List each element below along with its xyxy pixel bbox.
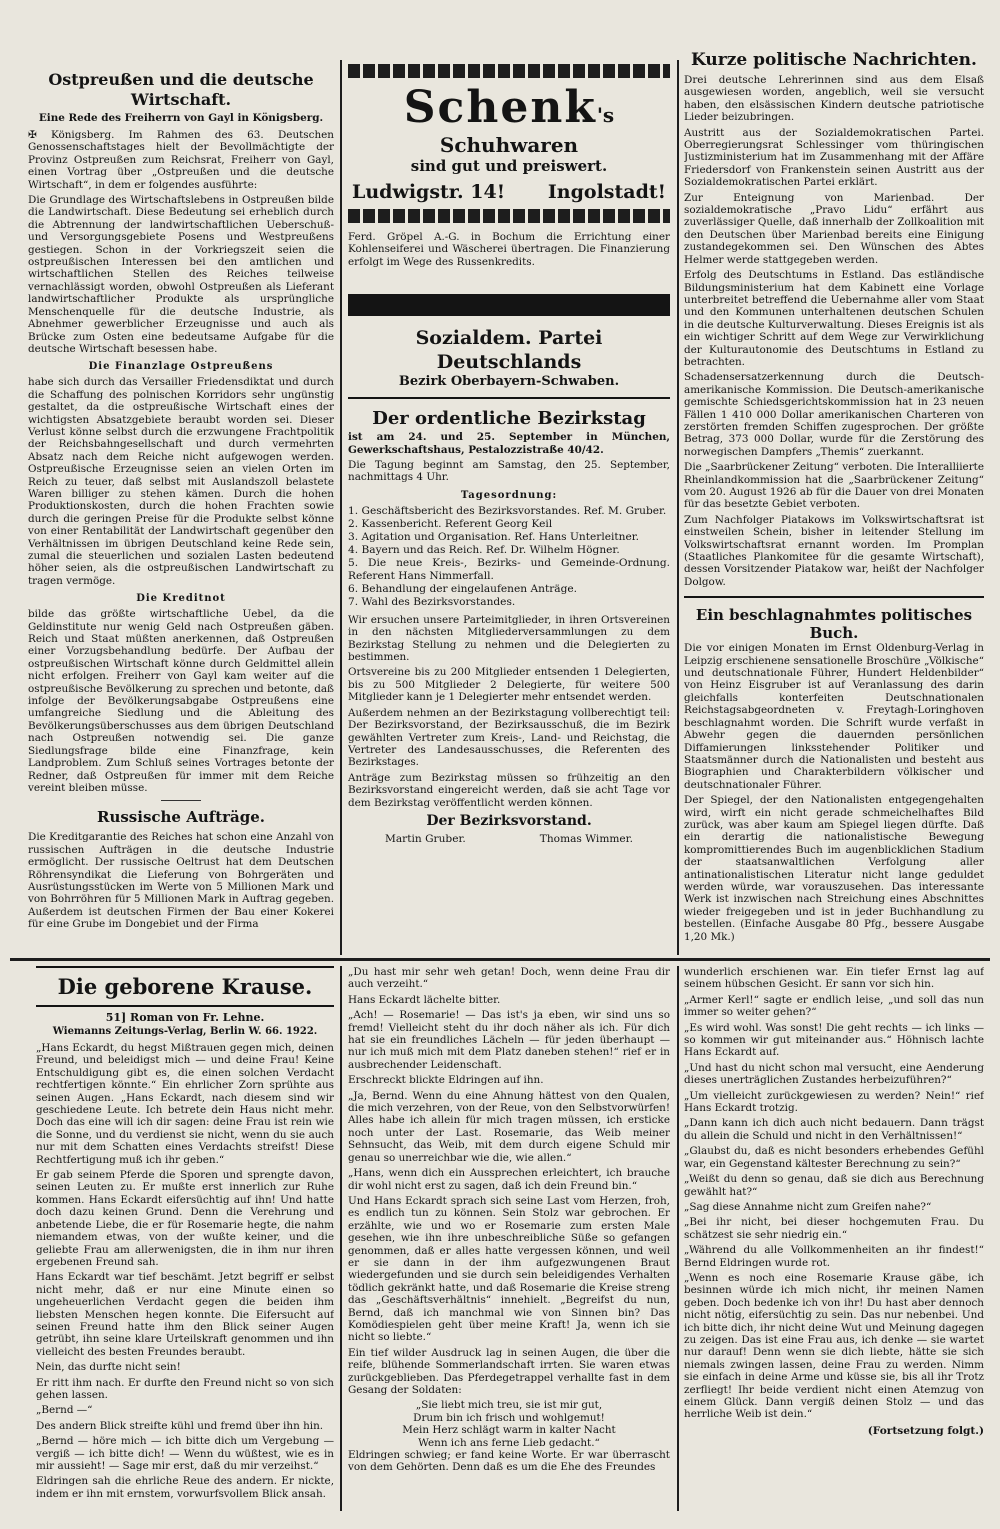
news-item: Erfolg des Deutschtums in Estland. Das estländische Bildungsministerium hat dem Kabinett eine Vorlage unterbreitet betreffend die Uebernahme aller vom Staat und den Kommunen unterhaltenen deutschen Schulen in die deutsche Kulturverwaltung. Dieses Ereignis ist als ein wichtiger Schritt auf dem Wege zur Verwirklichung der Kulturautonomie des Deutschtums in Estland zu betrachten. xyxy=(684,269,984,368)
verse-line: „Sie liebt mich treu, sie ist mir gut, xyxy=(415,1399,603,1412)
novel-title: Die geborene Krause. xyxy=(36,966,334,1007)
agenda-item: 4. Bayern und das Reich. Ref. Dr. Wilhelm Högner. xyxy=(348,543,620,556)
event-title: Der ordentliche Bezirkstag xyxy=(372,408,646,430)
column-rule xyxy=(677,966,679,1511)
agenda-item: 5. Die neue Kreis-, Bezirks- und Gemeinde-Ordnung. Referent Hans Nimmerfall. xyxy=(348,556,670,582)
article-subtitle: Eine Rede des Freiherrn von Gayl in Königsberg. xyxy=(38,112,324,124)
paragraph: Hans Eckardt lächelte bitter. xyxy=(348,993,501,1006)
agenda-item: 2. Kassenbericht. Referent Georg Keil xyxy=(348,517,553,530)
paragraph: „Wenn es noch eine Rosemarie Krause gäbe, ich besinnen würde ich mich nicht, ihr meinen Namen geben. Doch bedenke ich von ihr! Du hast aber dennoch nicht nötig, eifersüchtig zu sein. Das nur nebenbei. Und ich bitte dich, ihr nicht deine Wut und Meinung dagegen zu zeigen. Das ist eine Frau aus, ich denke — sie wartet nur darauf! Denn wenn sie dich liebte, hätte sie sich niemals zwingen lassen, deine Frau zu werden. Nimm sie einfach in deine Arme und küsse sie, bis all ihr Trotz zerfliegt! Ihr beide verdient nicht einen Atemzug von einem Glück. Dann vergiß deinen Stolz — und das herrliche Weib ist dein.“ xyxy=(684,1271,984,1421)
column-rule xyxy=(340,966,342,1511)
ad-tagline: sind gut und preiswert. xyxy=(410,157,608,175)
paragraph: Anträge zum Bezirkstag müssen so frühzeitig an den Bezirksvorstand eingereicht werden, daß sie acht Tage vor dem Bezirkstag veröffentlicht werden können. xyxy=(348,771,670,809)
paragraph: wunderlich erschienen war. Ein tiefer Ernst lag auf seinem hübschen Gesicht. Er sann vor sich hin. xyxy=(684,966,984,991)
ad-street: Ludwigstr. 14! xyxy=(352,181,506,203)
column-middle xyxy=(348,60,670,955)
verse-line: Mein Herz schlägt warm in kalter Nacht xyxy=(402,1424,616,1437)
column-left xyxy=(28,70,334,950)
divider xyxy=(684,596,984,598)
paragraph: Er ritt ihm nach. Er durfte den Freund nicht so von sich gehen lassen. xyxy=(36,1376,334,1401)
paragraph: „Weißt du denn so genau, daß sie dich aus Berechnung gewählt hat?“ xyxy=(684,1173,984,1198)
paragraph: „Dann kann ich dich auch nicht bedauern. Dann trägst du allein die Schuld und nicht in den Verhältnissen!“ xyxy=(684,1117,984,1142)
paragraph: Der Spiegel, der den Nationalisten entgegengehalten wird, wirft ein nicht gerade schmeichelhaftes Bild zurück, was aber kaum am Spiegel liegen dürfte. Daß ein derartig die nationalistische Bewegung kompromittierendes Buch im augenblicklichen Stadium der staatsanwaltlichen Verfolgung aller antinationalistischen Literatur nicht lange geduldet werden würde, war vorauszusehen. Das interessante Werk ist inzwischen nach Streichung eines Abschnittes wieder freigegeben und ist in jeder Buchhandlung zu bestellen. (Einfache Ausgabe 80 Pfg., bessere Ausgabe 1,20 Mk.) xyxy=(684,794,984,943)
divider xyxy=(161,800,201,801)
paragraph: „Um vielleicht zurückgewiesen zu werden? Nein!“ rief Hans Eckardt trotzig. xyxy=(684,1089,984,1115)
agenda-list xyxy=(348,505,670,609)
signatures xyxy=(348,833,670,845)
novel-copyright: Wiemanns Zeitungs-Verlag, Berlin W. 66. 1922. xyxy=(52,1026,318,1037)
paragraph: Ferd. Gröpel A.-G. in Bochum die Errichtung einer Kohlenseiferei und Wäscherei übertragen. Die Finanzierung erfolgt im Wege des Russenkredits. xyxy=(348,231,670,268)
paragraph: „Armer Kerl!“ sagte er endlich leise, „und soll das nun immer so weiter gehen?“ xyxy=(684,993,984,1019)
paragraph: ✠ Königsberg. Im Rahmen des 63. Deutschen Genossenschaftstages hielt der Bevollmächtigte der Provinz Ostpreußen zum Reichsrat, Freiherr von Gayl, einen Vortrag über „Ostpreußen und die deutsche Wirtschaft“, in dem er folgendes ausführte: xyxy=(28,129,334,191)
novel-column-1 xyxy=(36,966,334,1511)
paragraph: ist am 24. und 25. September in München, Gewerkschaftshaus, Pestalozzistraße 40/42. xyxy=(348,431,670,456)
ad-suffix: 's Schuhwaren xyxy=(439,103,615,157)
party-name: Sozialdem. Partei Deutschlands xyxy=(415,327,603,374)
novel-column-2 xyxy=(348,966,670,1511)
ad-address xyxy=(352,181,666,203)
paragraph: Ortsvereine bis zu 200 Mitglieder entsenden 1 Delegierten, bis zu 500 Mitglieder 2 Delegierte, für weitere 500 Mitglieder kann je 1 Delegierter mehr entsendet werden. xyxy=(348,666,670,704)
signature: Martin Gruber. xyxy=(385,832,466,845)
paragraph: „Bernd — höre mich — ich bitte dich um Vergebung — vergiß — ich bitte dich! — Wenn du wüßtest, wie es in mir aussieht! — Sage mir erst, daß du mir verzeihst.“ xyxy=(36,1435,334,1472)
section-rule xyxy=(10,958,990,961)
paragraph: „Während du alle Vollkommenheiten an ihr findest!“ Bernd Eldringen wurde rot. xyxy=(684,1244,984,1269)
column-rule xyxy=(677,60,679,955)
paragraph: Eldringen schwieg; er fand keine Worte. Er war überrascht von dem Gehörten. Denn daß es um die Ehe des Freundes xyxy=(348,1449,670,1474)
paragraph: Die Kreditgarantie des Reiches hat schon eine Anzahl von russischen Aufträgen in die deutsche Industrie ermöglicht. Der russische Oeltrust hat dem Deutschen Röhrensyndikat die Lieferung von Bohrgeräten und Ausrüstungsstücken im Werte von 5 Millionen Mark und von Bohrröhren für 5 Millionen Mark in Auftrag gegeben. Außerdem ist deutschen Firmen der Bau einer Kokerei für eine Grube im Dongebiet und der Firma xyxy=(28,831,334,931)
column-right xyxy=(684,50,984,955)
paragraph: Nein, das durfte nicht sein! xyxy=(36,1361,181,1374)
continuation-note: (Fortsetzung folgt.) xyxy=(867,1424,984,1437)
paragraph: Die Grundlage des Wirtschaftslebens in Ostpreußen bilde die Landwirtschaft. Diese Bedeutung sei erheblich durch die Abtrennung der landwirtschaftlichen Ueberschuß- und Versorgungsgebiete Posens und Westpreußens gestiegen. Schon in der Vorkriegszeit seien die ostpreußischen Interessen bei den amtlichen und wirtschaftlichen Stellen des Reiches teilweise vernachlässigt worden, obwohl Ostpreußen als Lieferant landwirtschaftlicher Produkte als ursprüngliche Menschenquelle für die deutsche Industrie, als Abnehmer gewerblicher Erzeugnisse und auch als Brücke zum Osten eine bedeutsame Aufgabe für die deutsche Wirtschaft besessen habe. xyxy=(28,194,334,355)
party-district: Bezirk Oberbayern-Schwaben. xyxy=(398,374,620,390)
verse-line: Drum bin ich frisch und wohlgemut! xyxy=(413,1411,605,1424)
paragraph: „Hans, wenn dich ein Aussprechen erleichtert, ich brauche dir wohl nicht erst zu sagen, daß ich dein Freund bin.“ xyxy=(348,1167,670,1192)
news-title: Kurze politische Nachrichten. xyxy=(691,50,977,70)
novel-column-3 xyxy=(684,966,984,1511)
agenda-item: 1. Geschäftsbericht des Bezirksvorstandes. Ref. M. Gruber. xyxy=(348,504,667,517)
paragraph: habe sich durch das Versailler Friedensdiktat und durch die Schaffung des polnischen Korridors sehr ungünstig gestaltet, da die ostpreußische Wirtschaft eines der wichtigsten Absatzgebiete beraubt worden sei. Dieser Verlust könne selbst durch die erzwungene Frachtpolitik der Reichsbahngesellschaft und durch vermehrten Absatz nach dem Reiche nicht aufgewogen werden. Ostpreußische Erzeugnisse seien an vielen Orten im Reich zu teuer, daß selbst mit Auslandszoll belastete Waren billiger zu stehen kämen. Durch die hohen Produktionskosten, durch die hohen Frachten sowie durch die geringen Preise für die Produkte selbst könne von einer Rentabilität der Landwirtschaft gegenüber den Verhältnissen im übrigen Deutschland keine Rede sein, zumal die steuerlichen und sozialen Lasten bedeutend höher seien, als die ostpreußischen Landwirtschaft zu tragen vermöge. xyxy=(28,376,334,587)
book-title: Ein beschlagnahmtes politisches Buch. xyxy=(695,606,973,643)
paragraph: Außerdem nehmen an der Bezirkstagung vollberechtigt teil: Der Bezirksvorstand, der Bezirksausschuß, die im Bezirk gewählten Vertreter zum Kreis-, Land- und Reichstag, die Vertreter des Landesausschusses, die Referenten des Bezirkstages. xyxy=(348,706,670,769)
signature: Thomas Wimmer. xyxy=(539,832,633,845)
news-item: Drei deutsche Lehrerinnen sind aus dem Elsaß ausgewiesen worden, angeblich, weil sie versucht haben, den elsässischen Kindern deutsche patriotische Lieder beizubringen. xyxy=(684,74,984,124)
news-item: Austritt aus der Sozialdemokratischen Partei. Oberregierungsrat Schlessinger vom thüringischen Justizministerium hat im Zusammenhang mit der Affäre Friedersdorf von Frankenstein seinen Austritt aus der Sozialdemokratischen Partei erklärt. xyxy=(684,126,984,189)
column-rule xyxy=(340,60,342,955)
paragraph: Des andern Blick streifte kühl und fremd über ihn hin. xyxy=(36,1419,324,1432)
paragraph: Ein tief wilder Ausdruck lag in seinen Augen, die über die reife, blühende Sommerlandschaft irrten. Sie waren etwas zurückgeblieben. Das Pferdegetrappel verhallte fast in dem Gesang der Soldaten: xyxy=(348,1346,670,1396)
news-item: Die „Saarbrückener Zeitung“ verboten. Die Interalliierte Rheinlandkommission hat die „Saarbrückener Zeitung“ vom 20. August 1926 ab für die Dauer von drei Monaten für das besetzte Gebiet verboten. xyxy=(684,461,984,511)
paragraph: „Bei ihr nicht, bei dieser hochgemuten Frau. Du schätzest sie sehr niedrig ein.“ xyxy=(684,1216,984,1241)
agenda-item: 3. Agitation und Organisation. Ref. Hans Unterleitner. xyxy=(348,530,639,543)
paragraph: „Glaubst du, daß es nicht besonders erhebendes Gefühl war, ein Gegenstand kältester Berechnung zu sein?“ xyxy=(684,1145,984,1170)
article-title-ostpreussen: Ostpreußen und die deutsche Wirtschaft. xyxy=(48,70,314,109)
paragraph: „Hans Eckardt, du hegst Mißtrauen gegen mich, deinen Freund, und beleidigst mich — und deine Frau! Keine Entschuldigung gibt es, die einen solchen Verdacht rechtfertigen könnte.“ Ein ehrlicher Zorn sprühte aus seinen Augen. „Hans Eckardt, nach diesem sind wir geschiedene Leute. Ich betrete dein Haus nicht mehr. Doch das eine will ich dir sagen: deine Frau ist rein wie die Sonne, und du verdienst sie nicht, wenn du sie auch nur mit dem Schatten eines Verdachts streifst! Diese Rechtfertigung muß ich ihr geben.“ xyxy=(36,1042,334,1166)
ad-schenk xyxy=(348,82,670,157)
paragraph: „Es wird wohl. Was sonst! Die geht rechts — ich links — so kommen wir gut miteinander aus.“ Höhnisch lachte Hans Eckardt auf. xyxy=(684,1021,984,1059)
section-heading: Die Finanzlage Ostpreußens xyxy=(88,361,274,373)
agenda-heading: Tagesordnung: xyxy=(460,489,558,501)
paragraph: „Bernd —“ xyxy=(36,1404,93,1417)
section-heading: Die Kreditnot xyxy=(136,593,226,605)
song-verse xyxy=(348,1399,670,1449)
ad-border-bottom xyxy=(348,209,670,223)
paragraph: Hans Eckardt war tief beschämt. Jetzt begriff er selbst nicht mehr, daß er nur eine Minute einen so ungeheuerlichen Verdacht gegen die beiden ihm liebsten Menschen hegen konnte. Die Eifersucht auf seinen Freund hatte ihm den Blick seiner Augen getrübt, ihn seine klare Urteilskraft genommen und ihn vielleicht des besten Freundes beraubt. xyxy=(36,1271,334,1358)
paragraph: „Sag diese Annahme nicht zum Greifen nahe?“ xyxy=(684,1200,932,1213)
paragraph: Und Hans Eckardt sprach sich seine Last vom Herzen, froh, es endlich tun zu können. Sein Stolz war gebrochen. Er erzählte, wie und wo er Rosemarie zum ersten Male gesehen, wie ihn ihre unbeschreibliche Süße so gefangen genommen, daß er alles hatte vergessen können, und weil er sie dann in der ihm aufgezwungenen Braut wiedergefunden und sie durch sein beleidigendes Verhalten tödlich gekränkt hatte, und daß Rosemarie die Kreise streng das „Geschäftsverhältnis“ innehielt. „Begreifst du nun, Bernd, daß ich manchmal wie von Sinnen bin? Das Komödiespielen geht über meine Kraft! Ja, wenn ich sie nicht so liebte.“ xyxy=(348,1194,670,1344)
paragraph: „Du hast mir sehr weh getan! Doch, wenn deine Frau dir auch verzeiht.“ xyxy=(348,966,670,991)
agenda-item: 6. Behandlung der eingelaufenen Anträge. xyxy=(348,582,577,595)
paragraph: Die Tagung beginnt am Samstag, den 25. September, nachmittags 4 Uhr. xyxy=(348,459,670,484)
news-item: Zur Enteignung von Marienbad. Der sozialdemokratische „Pravo Lidu“ erfährt aus zuverlässiger Quelle, daß innerhalb der Zollkoalition mit den Deutschen über Marienbad bereits eine Einigung zustandegekommen sei. Den Wünschen des Abtes Helmer werde stattgegeben werden. xyxy=(684,191,984,266)
black-bar xyxy=(348,294,670,316)
paragraph: Wir ersuchen unsere Parteimitglieder, in ihren Ortsvereinen in den nächsten Mitgliederversammlungen zu dem Bezirkstag Stellung zu nehmen und die Delegierten zu bestimmen. xyxy=(348,613,670,664)
paragraph: „Ach! — Rosemarie! — Das ist's ja eben, wir sind uns so fremd! Vielleicht steht du ihr doch näher als ich. Für dich hat sie ein freundliches Lächeln — für jeden überhaupt — nur ich muß mich mit dem Platz daneben stehen!“ rief er in ausbrechender Leidenschaft. xyxy=(348,1009,670,1071)
novel-byline: Roman von Fr. Lehne. xyxy=(130,1011,265,1024)
ad-border-top xyxy=(348,64,670,78)
paragraph: Er gab seinem Pferde die Sporen und sprengte davon, seinen Leuten zu. Er mußte erst innerlich zur Ruhe kommen. Hans Eckardt eifersüchtig auf ihn! Und hatte doch dazu keinen Grund. Denn die Verehrung und anbetende Liebe, die er für Rosemarie hegte, die nahm niemandem etwas, von der wußte keiner, und die geliebte Frau am allerwenigsten, die in ihm nur ihren ergebenen Freund sah. xyxy=(36,1169,334,1268)
ad-city: Ingolstadt! xyxy=(547,181,666,203)
article-title-russische: Russische Aufträge. xyxy=(96,808,265,827)
verse-line: Wenn ich ans ferne Lieb gedacht.“ xyxy=(418,1436,600,1449)
agenda-item: 7. Wahl des Bezirksvorstandes. xyxy=(348,595,516,608)
signed-by: Der Bezirksvorstand. xyxy=(426,812,592,829)
paragraph: „Ja, Bernd. Wenn du eine Ahnung hättest von den Qualen, die mich verzehren, von der Reue, von den Selbstvorwürfen! Alles habe ich allein für mich tragen müssen, ich ersticke noch unter der Last. Rosemarie, das Weib meiner Sehnsucht, das Weib, mit dem durch eigene Schuld mir genau so unerreichbar wie die, wie allen.“ xyxy=(348,1089,670,1164)
paragraph: Die vor einigen Monaten im Ernst Oldenburg-Verlag in Leipzig erschienene sensationelle Broschüre „Völkische“ und deutschnationale Führer, Hundert Heldenbilder“ von Heinz Eisgruber ist auf Veranlassung des darin gleichfalls konterfeiten Deutschnationalen Reichstagsabgeordneten v. Freytagh-Loringhoven beschlagnahmt worden. Die Schrift wurde verfaßt in Abwehr gegen die dauernden persönlichen Diffamierungen linksstehender Politiker und Staatsmänner durch die Nationalisten und besteht aus Biographien und Charakterbildern völkischer und deutschnationaler Führer. xyxy=(684,642,984,791)
paragraph: Eldringen sah die ehrliche Reue des andern. Er nickte, indem er ihn mit ernstem, vorwurfsvollem Blick ansah. xyxy=(36,1475,334,1500)
novel-byline-row xyxy=(36,1011,334,1024)
divider xyxy=(348,397,670,399)
news-item: Zum Nachfolger Piatakows im Volkswirtschaftsrat ist einstweilen Schein, bisher in leitender Stellung im Volkswirtschaftsrat ernannt worden. Im Promplan (Staatliches Plankomitee für die gesamte Wirtschaft), dessen Vorsitzender Piatakow war, heißt der Nachfolger Dolgow. xyxy=(684,513,984,588)
paragraph: „Und hast du nicht schon mal versucht, eine Aenderung dieses unerträglichen Zustandes herbeizuführen?“ xyxy=(684,1061,984,1087)
novel-installment: 51] xyxy=(105,1011,127,1024)
paragraph: Erschreckt blickte Eldringen auf ihn. xyxy=(348,1074,544,1087)
paragraph: bilde das größte wirtschaftliche Uebel, da die Geldinstitute nur wenig Geld nach Ostpreußen gäben. Reich und Staat müßten anerkennen, daß Ostpreußen einer Vorzugsbehandlung bedürfe. Der Aufbau der ostpreußischen Wirtschaft könne durch Geldmittel allein nicht erfolgen. Freiherr von Gayl kam weiter auf die ostpreußische Bevölkerung zu sprechen und betonte, daß infolge der Bevölkerungsabgabe Ostpreußens eine umfangreiche Siedlung und die Ableitung des Bevölkerungsüberschusses aus dem übrigen Deutschland nach Ostpreußen notwendig sei. Die ganze Siedlungsfrage bilde eine Finanzfrage, kein Landproblem. Zum Schluß seines Vortrages betonte der Redner, daß Ostpreußen für immer mit dem Reiche vereint bleiben müsse. xyxy=(28,608,334,794)
news-item: Schadensersatzerkennung durch die Deutsch-amerikanische Kommission. Die Deutsch-amerikanische gemischte Schiedsgerichtskommission hat in 23 neuen Fällen 1 410 000 Dollar amerikanischen Charteren von zerstörten fremden Schiffen zugesprochen. Der größte Betrag, 373 000 Dollar, wurde für die Zerstörung des norwegischen Dampfers „Themis“ zuerkannt. xyxy=(684,371,984,458)
ad-brand: Schenk xyxy=(403,82,597,133)
